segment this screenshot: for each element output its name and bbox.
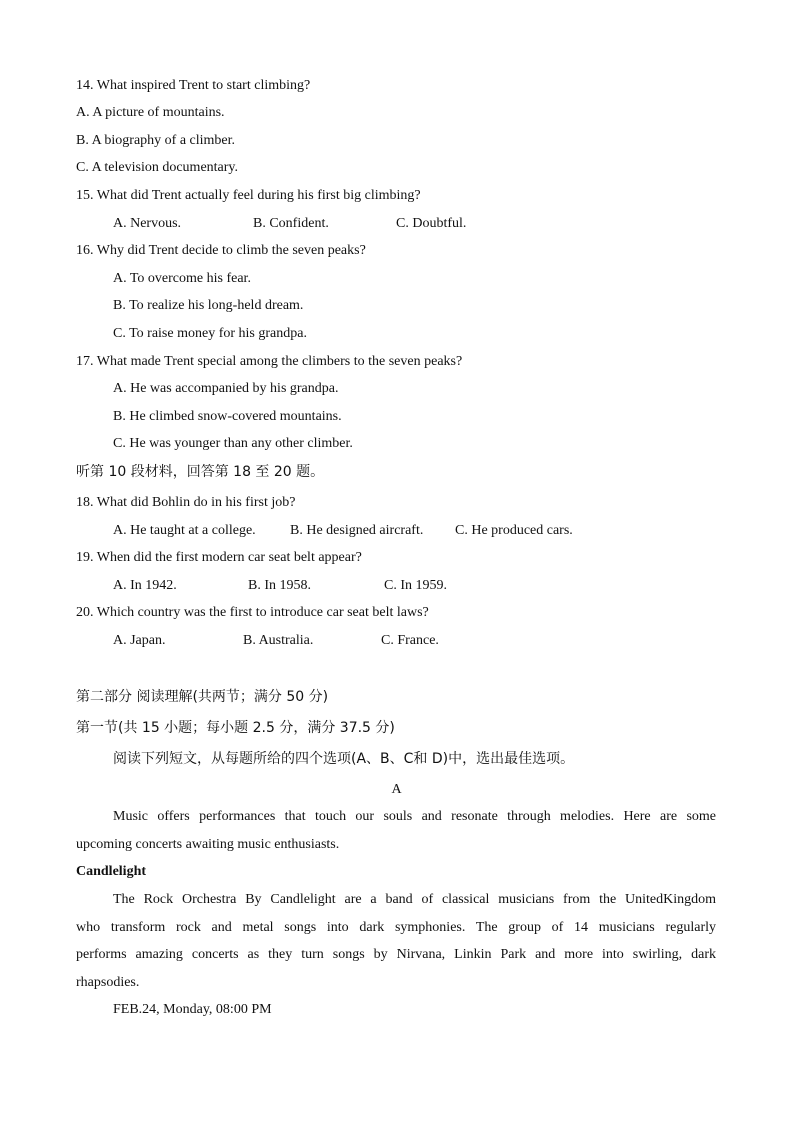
question-19-option-a: A. In 1942. <box>113 578 177 593</box>
question-19: 19. When did the first modern car seat belt appear? <box>76 550 362 565</box>
question-16-option-a: A. To overcome his fear. <box>113 271 251 286</box>
question-20-option-a: A. Japan. <box>113 633 166 648</box>
question-18-option-c: C. He produced cars. <box>455 523 573 538</box>
question-17: 17. What made Trent special among the climbers to the seven peaks? <box>76 354 463 369</box>
question-15-options <box>113 215 466 233</box>
reading-section-title: 第一节(共 15 小题；每小题 2.5 分，满分 37.5 分) <box>76 720 395 736</box>
question-20-option-c: C. France. <box>381 633 439 648</box>
question-18-options <box>113 522 573 540</box>
question-19-option-b: B. In 1958. <box>248 578 311 593</box>
question-18-option-a: A. He taught at a college. <box>113 523 256 538</box>
question-20-options <box>113 632 439 650</box>
concert-paragraph-line-1: The Rock Orchestra By Candlelight are a band of classical musicians from the UnitedKingdom <box>113 892 716 907</box>
question-15-option-a: A. Nervous. <box>113 216 182 231</box>
question-18-option-b: B. He designed aircraft. <box>290 523 424 538</box>
reading-instruction: 阅读下列短文，从每题所给的四个选项(A、B、C和 D)中，选出最佳选项。 <box>113 751 575 767</box>
passage-intro-line-2: upcoming concerts awaiting music enthusiasts. <box>76 837 340 852</box>
question-17-option-a: A. He was accompanied by his grandpa. <box>113 381 339 396</box>
concert-paragraph-line-3: performs amazing concerts as they turn songs by Nirvana, Linkin Park and more into swirling, dark <box>76 947 716 962</box>
concert-paragraph-line-2: who transform rock and metal songs into dark symphonies. The group of 14 musicians regularly <box>76 920 716 935</box>
question-15: 15. What did Trent actually feel during his first big climbing? <box>76 188 421 203</box>
question-19-options <box>113 577 447 595</box>
question-14-option-c: C. A television documentary. <box>76 160 239 175</box>
question-20: 20. Which country was the first to introduce car seat belt laws? <box>76 605 429 620</box>
question-15-option-c: C. Doubtful. <box>396 216 467 231</box>
concert-title: Candlelight <box>76 864 147 879</box>
question-19-option-c: C. In 1959. <box>384 578 447 593</box>
question-17-option-b: B. He climbed snow-covered mountains. <box>113 409 342 424</box>
question-14-option-b: B. A biography of a climber. <box>76 133 236 148</box>
concert-paragraph-line-4: rhapsodies. <box>76 975 140 990</box>
question-14: 14. What inspired Trent to start climbing? <box>76 78 311 93</box>
question-16-option-c: C. To raise money for his grandpa. <box>113 326 307 341</box>
question-18: 18. What did Bohlin do in his first job? <box>76 495 296 510</box>
passage-intro-line-1: Music offers performances that touch our souls and resonate through melodies. Here are some <box>113 809 716 824</box>
concert-date: FEB.24, Monday, 08:00 PM <box>113 1002 272 1017</box>
question-14-option-a: A. A picture of mountains. <box>76 105 225 120</box>
question-16-option-b: B. To realize his long-held dream. <box>113 298 304 313</box>
question-15-option-b: B. Confident. <box>253 216 329 231</box>
question-16: 16. Why did Trent decide to climb the seven peaks? <box>76 243 366 258</box>
listening-section-heading: 听第 10 段材料，回答第 18 至 20 题。 <box>76 464 325 480</box>
question-20-option-b: B. Australia. <box>243 633 314 648</box>
passage-label: A <box>391 782 402 797</box>
question-17-option-c: C. He was younger than any other climber. <box>113 436 353 451</box>
reading-part-title: 第二部分 阅读理解(共两节；满分 50 分) <box>76 689 329 705</box>
